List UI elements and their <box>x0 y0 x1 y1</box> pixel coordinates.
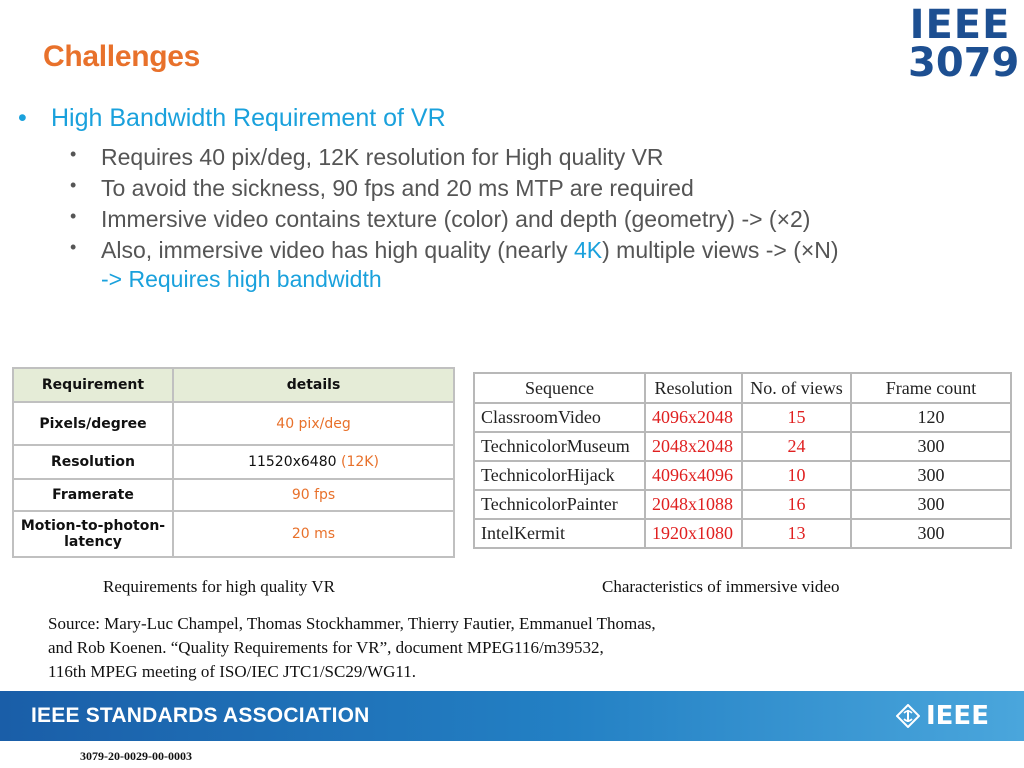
column-header: Sequence <box>474 373 645 403</box>
details-cell: 20 ms <box>173 511 454 557</box>
frame-count-cell: 300 <box>851 461 1011 490</box>
sub-bullet-text-post: ) multiple views -> (×N) <box>602 237 839 263</box>
views-cell: 24 <box>742 432 851 461</box>
highlight-4k: 4K <box>573 237 603 263</box>
resolution-cell: 1920x1080 <box>645 519 742 548</box>
requirement-cell: Framerate <box>13 479 173 511</box>
views-cell: 15 <box>742 403 851 432</box>
sequence-cell: TechnicolorPainter <box>474 490 645 519</box>
slide-title: Challenges <box>43 40 201 73</box>
bandwidth-conclusion: -> Requires high bandwidth <box>101 266 382 292</box>
views-cell: 13 <box>742 519 851 548</box>
table-row <box>474 403 1011 432</box>
column-header: Resolution <box>645 373 742 403</box>
resolution-cell: 2048x2048 <box>645 432 742 461</box>
sub-bullet-text <box>101 237 839 264</box>
sequence-cell: TechnicolorMuseum <box>474 432 645 461</box>
sequence-cell: IntelKermit <box>474 519 645 548</box>
resolution-cell: 4096x2048 <box>645 403 742 432</box>
resolution-cell: 4096x4096 <box>645 461 742 490</box>
source-line-1: Source: Mary-Luc Champel, Thomas Stockhammer, Thierry Fautier, Emmanuel Thomas, <box>48 614 656 633</box>
logo-line-2: 3079 <box>908 40 1020 86</box>
sub-bullet-text: Requires 40 pix/deg, 12K resolution for High quality VR <box>101 144 664 170</box>
characteristics-caption: Characteristics of immersive video <box>602 577 840 596</box>
sub-bullet-text-pre: Also, immersive video has high quality (nearly <box>101 237 574 263</box>
ieee-3079-logo <box>908 2 1020 88</box>
table-row <box>13 511 454 557</box>
frame-count-cell: 300 <box>851 432 1011 461</box>
column-header: details <box>173 368 454 402</box>
column-header: Frame count <box>851 373 1011 403</box>
column-header: Requirement <box>13 368 173 402</box>
bullet-dot: • <box>70 237 77 257</box>
views-cell: 16 <box>742 490 851 519</box>
column-header: No. of views <box>742 373 851 403</box>
views-cell: 10 <box>742 461 851 490</box>
details-cell: 40 pix/deg <box>173 402 454 445</box>
standards-association-label: IEEE STANDARDS ASSOCIATION <box>31 704 370 727</box>
details-cell: 90 fps <box>173 479 454 511</box>
frame-count-cell: 300 <box>851 519 1011 548</box>
details-extra: (12K) <box>340 454 379 470</box>
details-value: 11520x6480 <box>248 454 341 470</box>
source-line-3: 116th MPEG meeting of ISO/IEC JTC1/SC29/WG11. <box>48 662 417 681</box>
table-row <box>13 479 454 511</box>
requirement-cell <box>13 511 173 557</box>
sequence-cell: TechnicolorHijack <box>474 461 645 490</box>
table-row <box>474 519 1011 548</box>
source-line-2: and Rob Koenen. “Quality Requirements for VR”, document MPEG116/m39532, <box>48 638 604 657</box>
requirement-cell: Pixels/degree <box>13 402 173 445</box>
bullet-dot: • <box>70 144 77 164</box>
main-bullet-text: High Bandwidth Requirement of VR <box>51 104 446 132</box>
frame-count-cell: 120 <box>851 403 1011 432</box>
ieee-diamond-icon <box>896 704 920 728</box>
logo-line-1: IEEE <box>909 2 1011 48</box>
bullet-dot: • <box>70 175 77 195</box>
requirements-caption: Requirements for high quality VR <box>103 577 335 596</box>
table-row <box>474 461 1011 490</box>
table-header-row <box>13 368 454 402</box>
table-row <box>13 402 454 445</box>
table-row <box>474 432 1011 461</box>
requirement-line-1: Motion-to-photon- <box>20 518 166 534</box>
requirements-table <box>12 367 455 558</box>
document-number: 3079-20-0029-00-0003 <box>80 749 192 763</box>
resolution-cell: 2048x1088 <box>645 490 742 519</box>
sub-bullet-text: To avoid the sickness, 90 fps and 20 ms MTP are required <box>101 175 694 201</box>
table-header-row <box>474 373 1011 403</box>
requirement-line-2: latency <box>64 534 122 550</box>
sequence-cell: ClassroomVideo <box>474 403 645 432</box>
sub-bullet-text: Immersive video contains texture (color) and depth (geometry) -> (×2) <box>101 206 811 232</box>
footer-banner <box>0 691 1024 741</box>
characteristics-table <box>473 372 1012 549</box>
table-row <box>474 490 1011 519</box>
table-row <box>13 445 454 479</box>
bullet-dot: • <box>18 104 27 132</box>
bullet-dot: • <box>70 206 77 226</box>
source-citation <box>48 612 656 684</box>
requirement-cell: Resolution <box>13 445 173 479</box>
ieee-wordmark: IEEE <box>926 701 989 731</box>
details-cell <box>173 445 454 479</box>
frame-count-cell: 300 <box>851 490 1011 519</box>
